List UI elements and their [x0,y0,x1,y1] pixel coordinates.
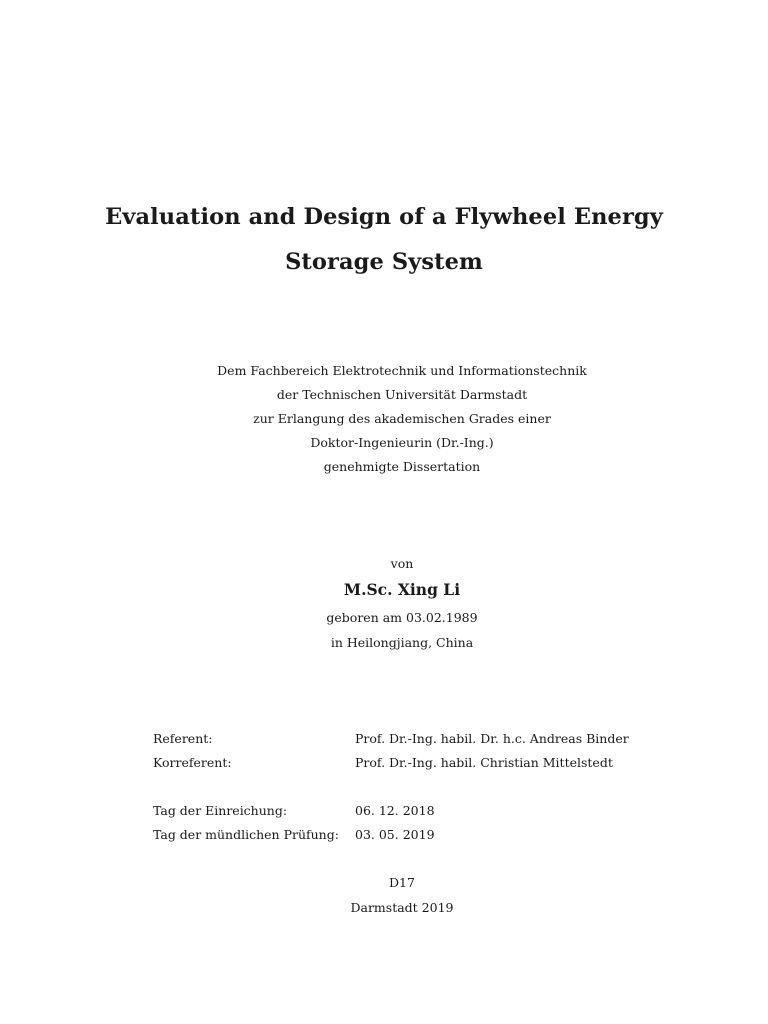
von-label: von [390,556,414,571]
thesis-title-line-2: Storage System [285,249,483,275]
author-name: M.Sc. Xing Li [343,580,461,599]
place-and-year: Darmstadt 2019 [350,900,454,915]
submission-line: genehmigte Dissertation [323,459,481,474]
submission-line: Doktor-Ingenieurin (Dr.-Ing.) [310,435,494,450]
korreferent-label: Korreferent: [153,755,232,770]
submission-date-label: Tag der Einreichung: [153,803,288,818]
submission-date-value: 06. 12. 2018 [355,803,435,818]
author-birth-date: geboren am 03.02.1989 [326,610,478,625]
university-code: D17 [389,875,415,890]
submission-line: Dem Fachbereich Elektrotechnik und Informationstechnik [217,363,587,378]
submission-line: zur Erlangung des akademischen Grades einer [253,411,551,426]
submission-line: der Technischen Universität Darmstadt [276,387,528,402]
oral-exam-date-label: Tag der mündlichen Prüfung: [153,827,339,842]
referent-label: Referent: [153,731,213,746]
author-birth-place: in Heilongjiang, China [330,635,474,650]
korreferent-value: Prof. Dr.-Ing. habil. Christian Mittelstedt [355,755,613,770]
thesis-title-line-1: Evaluation and Design of a Flywheel Energy [105,204,663,230]
oral-exam-date-value: 03. 05. 2019 [355,827,435,842]
referent-value: Prof. Dr.-Ing. habil. Dr. h.c. Andreas Binder [355,731,629,746]
